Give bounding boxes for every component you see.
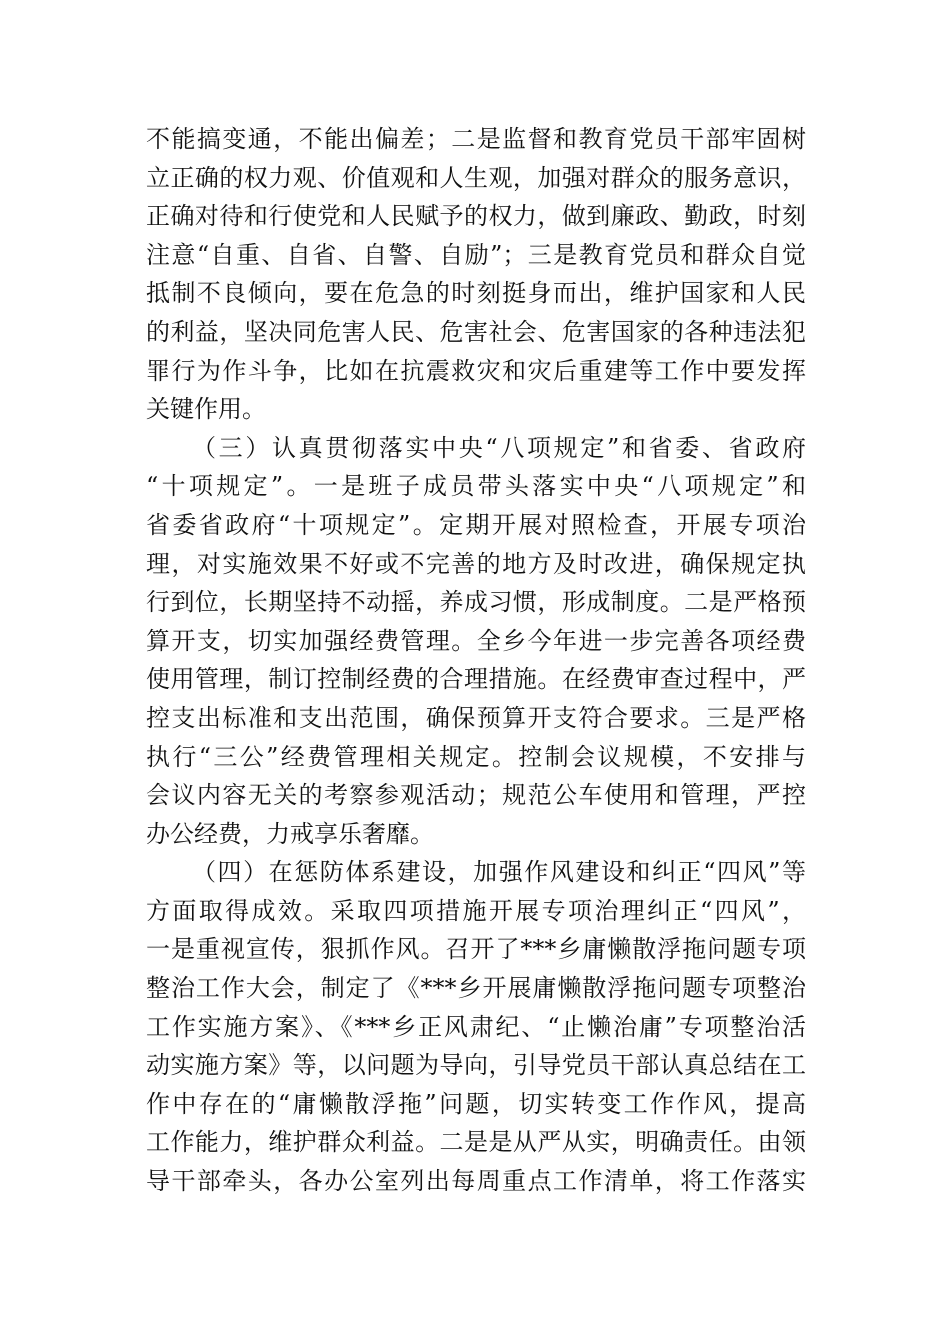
paragraph-section-4	[146, 853, 806, 1200]
section-heading-line: （三）认真贯彻落实中央“八项规定”和省委、省政府	[192, 433, 806, 462]
text-line: 控支出标准和支出范围，确保预算开支符合要求。三是严格	[146, 703, 806, 732]
section-heading-line: （四）在惩防体系建设，加强作风建设和纠正“四风”等	[192, 858, 806, 887]
text-line: “十项规定”。一是班子成员带头落实中央“八项规定”和	[146, 472, 806, 501]
text-line: 省委省政府“十项规定”。定期开展对照检查，开展专项治	[146, 510, 806, 539]
text-line: 方面取得成效。采取四项措施开展专项治理纠正“四风”，	[146, 896, 806, 925]
text-line: 关键作用。	[146, 395, 266, 424]
text-line: 作中存在的“庸懒散浮拖”问题，切实转变工作作风，提高	[146, 1089, 806, 1118]
text-line: 使用管理，制订控制经费的合理措施。在经费审查过程中，严	[146, 665, 806, 694]
text-line: 工作实施方案》、《***乡正风肃纪、“止懒治庸”专项整治活	[146, 1012, 806, 1041]
text-line: 执行“三公”经费管理相关规定。控制会议规模，不安排与	[146, 742, 806, 771]
text-line: 注意“自重、自省、自警、自励”；三是教育党员和群众自觉	[146, 240, 806, 269]
text-line: 一是重视宣传，狠抓作风。召开了***乡庸懒散浮拖问题专项	[146, 935, 806, 964]
text-line: 不能搞变通，不能出偏差；二是监督和教育党员干部牢固树	[146, 125, 806, 153]
text-line: 的利益，坚决同危害人民、危害社会、危害国家的各种违法犯	[146, 317, 806, 346]
text-line: 办公经费，力戒享乐奢靡。	[146, 819, 434, 848]
text-line: 工作能力，维护群众利益。二是是从严从实，明确责任。由领	[146, 1128, 806, 1157]
text-line: 正确对待和行使党和人民赋予的权力，做到廉政、勤政，时刻	[146, 202, 806, 231]
text-line: 罪行为作斗争，比如在抗震救灾和灾后重建等工作中要发挥	[146, 356, 806, 385]
document-body	[146, 120, 806, 1201]
text-line: 算开支，切实加强经费管理。全乡今年进一步完善各项经费	[146, 626, 806, 655]
text-line: 抵制不良倾向，要在危急的时刻挺身而出，维护国家和人民	[146, 279, 806, 308]
paragraph-section-3	[146, 429, 806, 854]
text-line: 会议内容无关的考察参观活动；规范公车使用和管理，严控	[146, 781, 806, 810]
text-line: 理，对实施效果不好或不完善的地方及时改进，确保规定执	[146, 549, 806, 578]
text-line: 导干部牵头，各办公室列出每周重点工作清单，将工作落实	[146, 1167, 806, 1196]
text-line: 动实施方案》等，以问题为导向，引导党员干部认真总结在工	[146, 1051, 806, 1080]
text-line: 整治工作大会，制定了《***乡开展庸懒散浮拖问题专项整治	[146, 974, 806, 1003]
text-line: 立正确的权力观、价值观和人生观，加强对群众的服务意识，	[146, 163, 806, 192]
paragraph-continuation	[146, 120, 806, 429]
text-line: 行到位，长期坚持不动摇，养成习惯，形成制度。二是严格预	[146, 588, 806, 617]
